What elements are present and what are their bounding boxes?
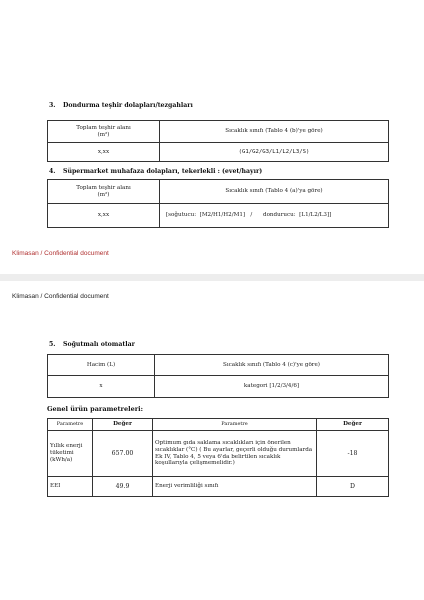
table-cell: -18 bbox=[317, 431, 389, 477]
table-cell: kategori [1/2/3/4/6] bbox=[155, 376, 389, 398]
document-page-1 bbox=[0, 0, 424, 274]
table-cell: Enerji verimliliği sınıfı bbox=[153, 477, 317, 497]
confidential-footer: Klimasan / Confidential document bbox=[12, 250, 109, 257]
table-cell: Yıllık enerji tüketimi (kWh/a) bbox=[48, 431, 93, 477]
table-cell: 657.00 bbox=[93, 431, 153, 477]
table-cell: D bbox=[317, 477, 389, 497]
table-header-cell: Toplam teşhir alanı (m²) bbox=[48, 180, 160, 204]
confidential-header: Klimasan / Confidential document bbox=[12, 293, 109, 300]
table-cell: EEI bbox=[48, 477, 93, 497]
table-header-cell: Parametre bbox=[48, 419, 93, 431]
general-parameters-title: Genel ürün parametreleri: bbox=[47, 405, 144, 413]
table-cell: x,xx bbox=[48, 204, 160, 228]
supermarket-cabinet-table bbox=[47, 179, 389, 228]
table-header-cell: Hacim (L) bbox=[48, 355, 155, 376]
general-parameters-table bbox=[47, 418, 389, 497]
section-5-title: 5. Soğutmalı otomatlar bbox=[49, 341, 135, 348]
table-cell: x,xx bbox=[48, 143, 160, 162]
section-4-title: 4. Süpermarket muhafaza dolapları, tekerlekli : (evet/hayır) bbox=[49, 168, 263, 175]
table-header-cell: Sıcaklık sınıfı (Tablo 4 (a)'ya göre) bbox=[160, 180, 389, 204]
table-header-cell: Parametre bbox=[153, 419, 317, 431]
table-cell: (G1/G2/G3/L1/L2/L3/S) bbox=[160, 143, 389, 162]
table-cell: 49.9 bbox=[93, 477, 153, 497]
section-3-title: 3. Dondurma teşhir dolapları/tezgahları bbox=[49, 102, 193, 109]
table-header-cell: Toplam teşhir alanı (m²) bbox=[48, 121, 160, 143]
ice-cream-display-table bbox=[47, 120, 389, 162]
vending-machine-table bbox=[47, 354, 389, 398]
table-header-cell: Değer bbox=[317, 419, 389, 431]
table-cell: [soğutucu: [M2/H1/H2/M1] / dondurucu: [L1/L2/L3]] bbox=[160, 204, 389, 228]
table-header-cell: Sıcaklık sınıfı (Tablo 4 (b)'ye göre) bbox=[160, 121, 389, 143]
table-header-cell: Değer bbox=[93, 419, 153, 431]
table-header-cell: Sıcaklık sınıfı (Tablo 4 (c)'ye göre) bbox=[155, 355, 389, 376]
table-cell: Optimum gıda saklama sıcaklıkları için önerilen sıcaklıklar (°C) ( Bu ayarlar, geçerli olduğu durumlarda Ek IV, Tablo 4, 5 veya 6'da belirtilen sıcaklık koşullarıyla çelişmemelidir.) bbox=[153, 431, 317, 477]
table-cell: x bbox=[48, 376, 155, 398]
